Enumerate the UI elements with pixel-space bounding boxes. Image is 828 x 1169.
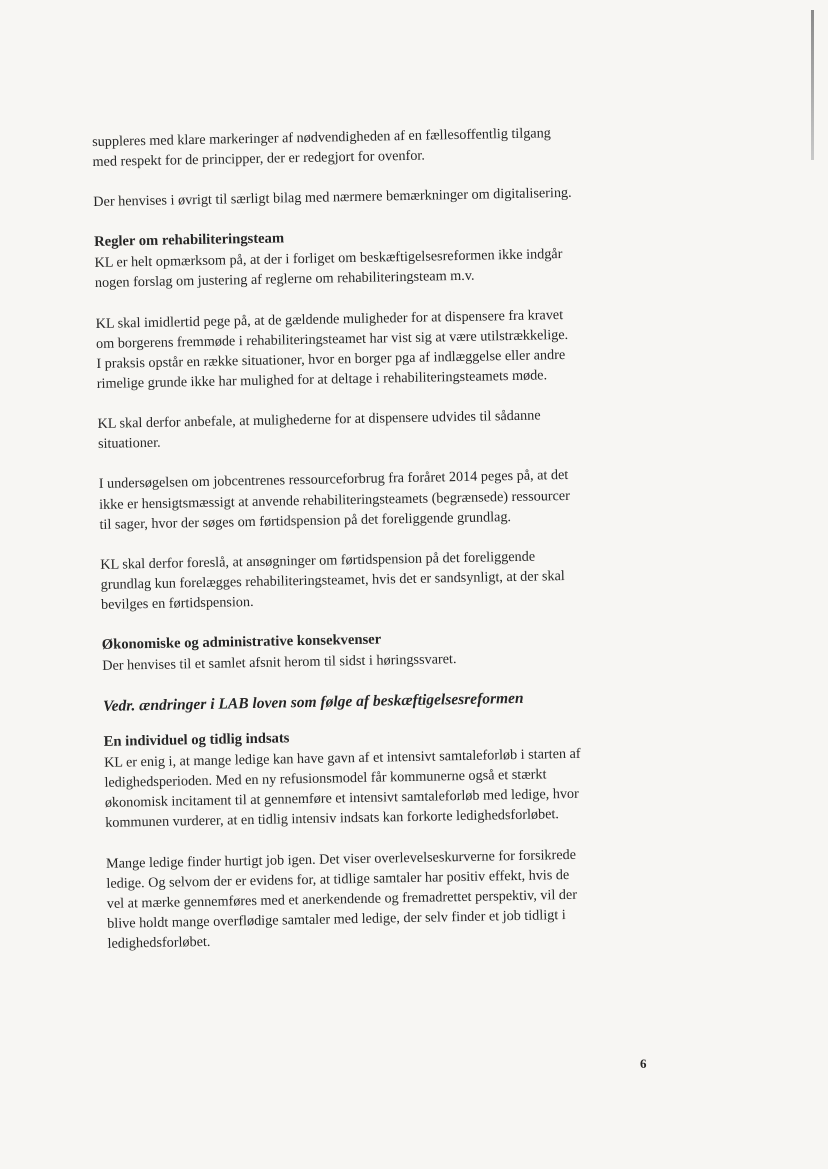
- page-number: 6: [640, 1056, 647, 1071]
- section-heading-rehabilitation: Regler om rehabiliteringsteam: [93, 230, 285, 251]
- subsection-paragraph: KL er enig i, at mange ledige kan have gavn af et intensivt samtaleforløb i starten af ledighedsperioden. Med en ny refusionsmodel får kommunerne også et stærkt økonomisk incitament til at gennemføre et intensivt samtaleforløb med ledige, hvor kommunen vurderer, at en tidlig intensiv indsats kan forkorte ledighedsforløbet.: [103, 745, 581, 832]
- intro-paragraph: suppleres med klare markeringer af nødvendigheden af en fællesoffentlig tilgang med respekt for de principper, der er redegjort for ovenfor.: [92, 125, 551, 171]
- section-paragraph: I undersøgelsen om jobcentrenes ressourceforbrug fra foråret 2014 peges på, at det ikke er hensigtsmæssigt at anvende rehabiliteringsteamets (begrænsede) ressourcer til sager, hvor der søges om førtidspension på det foreliggende grundlag.: [98, 467, 571, 533]
- section-paragraph: KL skal derfor anbefale, at mulighederne for at dispensere udvides til sådanne situationer.: [97, 407, 541, 453]
- section-paragraph: KL er helt opmærksom på, at der i forliget om beskæftigelsesreformen ikke indgår nogen forslag om justering af reglerne om rehabiliteringsteam m.v.: [94, 246, 563, 292]
- section-paragraph: KL skal imidlertid pege på, at de gældende muligheder for at dispensere fra kravet om borgerens fremmøde i rehabiliteringsteamet har vist sig at være utilstrækkelige. I praksis opstår en række situationer, hvor en borger pga af indlæggelse eller andre rimelige grunde ikke har mulighed for at deltage i rehabiliteringsteamets møde.: [95, 306, 569, 392]
- section-heading-economic: Økonomiske og administrative konsekvenser: [101, 631, 382, 654]
- document-body: [92, 123, 588, 974]
- intro-paragraph: Der henvises i øvrigt til særligt bilag med nærmere bemærkninger om digitalisering.: [93, 185, 572, 211]
- subsection-heading: En individuel og tidlig indsats: [103, 730, 290, 751]
- subsection-paragraph: Mange ledige finder hurtigt job igen. Det viser overlevelseskurverne for forsikrede ledige. Og selvom der er evidens for, at tidlige samtaler har positiv effekt, hvis de vel at mærke gennemføres med et anerkendende og fremadrettet perspektiv, vil der blive holdt mange overflødige samtaler med ledige, der selv finder et job tidligt i ledighedsforløbet.: [105, 846, 578, 953]
- section-paragraph: KL skal derfor foreslå, at ansøgninger om førtidspension på det foreliggende grundlag kun forelægges rehabiliteringsteamet, hvis det er sandsynligt, at der skal bevilges en førtidspension.: [100, 548, 565, 614]
- scan-edge-mark: [811, 10, 814, 160]
- section-paragraph: Der henvises til et samlet afsnit herom til sidst i høringssvaret.: [102, 651, 457, 674]
- part-title: Vedr. ændringer i LAB loven som følge af beskæftigelsesreformen: [102, 690, 524, 716]
